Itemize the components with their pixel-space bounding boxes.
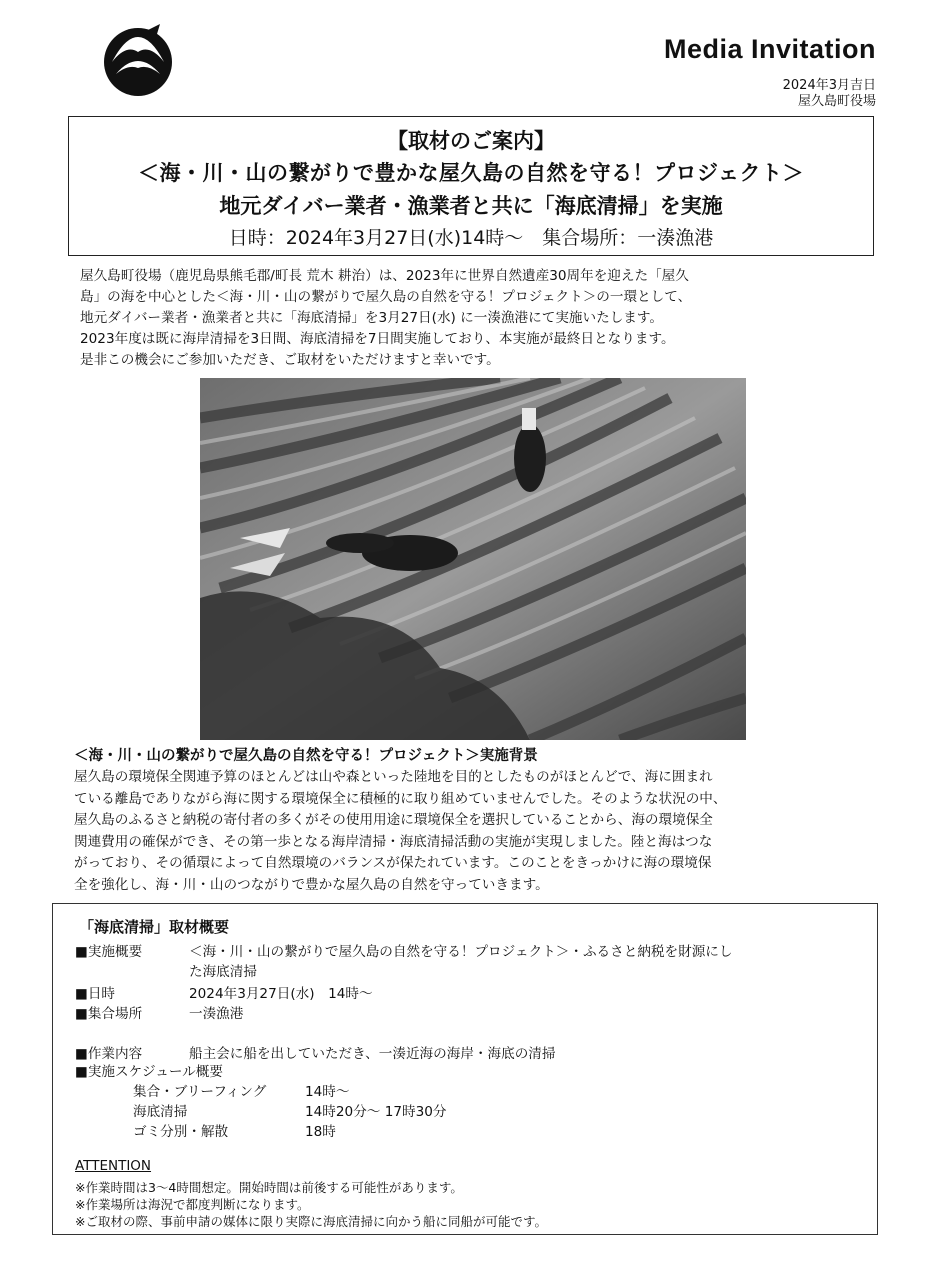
intro-line: 地元ダイバー業者・漁業者と共に「海底清掃」を3月27日(水) に一湊漁港にて実施いたします。	[80, 310, 663, 326]
background-heading: ＜海・川・山の繋がりで屋久島の自然を守る！プロジェクト＞実施背景	[74, 748, 538, 764]
place-label: ■集合場所	[75, 1006, 143, 1022]
background-line: 屋久島のふるさと納税の寄付者の多くがその使用用途に環境保全を選択していることから、海の環境保全	[74, 812, 713, 828]
town-logo-icon	[98, 22, 178, 98]
work-row	[75, 1042, 556, 1062]
schedule-label: ■実施スケジュール概要	[75, 1064, 223, 1080]
intro-line: 島」の海を中心とした＜海・川・山の繋がりで屋久島の自然を守る！プロジェクト＞の一環として、	[80, 289, 692, 305]
schedule-item	[133, 1100, 446, 1120]
background-line: ている離島でありながら海に関する環境保全に積極的に取り組めていませんでした。そのような状況の中、	[74, 790, 727, 807]
issuing-office: 屋久島町役場	[797, 94, 876, 109]
background-line: 屋久島の環境保全関連予算のほとんどは山や森といった陸地を目的としたものがほとんどで、海に囲まれ	[74, 769, 713, 785]
overview-row	[75, 940, 732, 960]
schedule-item-name: ゴミ分別・解散	[133, 1124, 229, 1140]
schedule-item	[133, 1080, 350, 1100]
schedule-item	[133, 1120, 336, 1140]
overview-continuation: た海底清掃	[189, 964, 257, 980]
schedule-item-time: 14時20分〜 17時30分	[305, 1104, 447, 1120]
title-label: 【取材のご案内】	[387, 129, 555, 153]
event-date-place: 日時：2024年3月27日(水)14時〜 集合場所：一湊漁港	[228, 227, 714, 249]
background-line: 関連費用の確保ができ、その第一歩となる海岸清掃・海底清掃活動の実施が実現しました。陸と海はつな	[74, 833, 713, 850]
overview-value: ＜海・川・山の繋がりで屋久島の自然を守る！プロジェクト＞・ふるさと納税を財源にし	[189, 944, 733, 960]
attention-note: ※ご取材の際、事前申請の媒体に限り実際に海底清掃に向かう船に同船が可能です。	[75, 1214, 547, 1229]
background-line: がっており、その循環によって自然環境のバランスが保たれています。このことをきっかけに海の環境保	[74, 855, 712, 871]
background-line: 全を強化し、海・川・山のつながりで豊かな屋久島の自然を守っていきます。	[74, 876, 549, 893]
work-value: 船主会に船を出していただき、一湊近海の海岸・海底の清掃	[189, 1046, 556, 1062]
intro-line: 屋久島町役場（鹿児島県熊毛郡/町長 荒木 耕治）は、2023年に世界自然遺産30周年を迎えた「屋久	[80, 268, 689, 284]
background-section	[74, 744, 874, 896]
coverage-summary-box	[52, 903, 878, 1235]
summary-title: 「海底清掃」取材概要	[79, 918, 230, 936]
issue-date: 2024年3月吉日	[782, 78, 876, 93]
intro-line: 2023年度は既に海岸清掃を3日間、海底清掃を7日間実施しており、本実施が最終日となります。	[80, 331, 675, 347]
place-row	[75, 1002, 243, 1022]
overview-label: ■実施概要	[75, 944, 143, 960]
schedule-item-name: 集合・ブリーフィング	[133, 1084, 267, 1100]
media-invitation-title: Media Invitation	[663, 34, 876, 64]
event-headline: 地元ダイバー業者・漁業者と共に「海底清掃」を実施	[219, 194, 723, 218]
date-label: ■日時	[75, 986, 116, 1002]
schedule-item-time: 18時	[305, 1124, 336, 1140]
attention-note: ※作業場所は海況で都度判断になります。	[75, 1197, 310, 1212]
intro-paragraph	[80, 266, 870, 371]
attention-heading: ATTENTION	[75, 1158, 152, 1174]
date-row	[75, 982, 373, 1002]
project-name: ＜海・川・山の繋がりで豊かな屋久島の自然を守る！プロジェクト＞	[137, 161, 805, 185]
schedule-item-time: 14時〜	[305, 1084, 350, 1100]
seabed-diver-photo	[200, 378, 746, 740]
place-value: 一湊漁港	[189, 1006, 244, 1022]
attention-note: ※作業時間は3〜4時間想定。開始時間は前後する可能性があります。	[75, 1180, 463, 1195]
background-body	[74, 767, 874, 896]
intro-line: 是非この機会にご参加いただき、ご取材をいただけますと幸いです。	[80, 352, 500, 368]
schedule-item-name: 海底清掃	[133, 1104, 188, 1120]
title-box	[68, 116, 874, 256]
work-label: ■作業内容	[75, 1046, 143, 1062]
date-value: 2024年3月27日(水) 14時〜	[189, 986, 373, 1002]
